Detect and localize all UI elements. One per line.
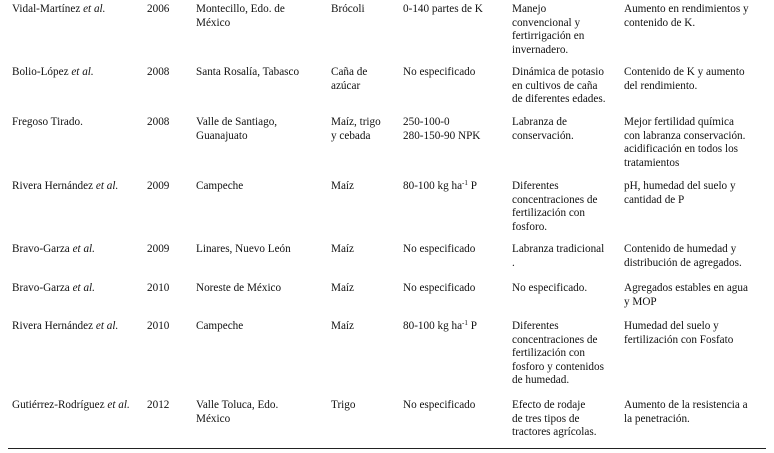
treatment-line: conservación. (512, 129, 574, 142)
crop-cell (331, 180, 397, 194)
author-cell (12, 399, 146, 413)
treatment-line: de tres tipos de (512, 412, 580, 425)
treatment-line: en cultivos de caña (512, 79, 598, 92)
dose-cell (403, 116, 507, 143)
crop-cell (331, 116, 397, 143)
treatment-line: de humedad. (512, 374, 570, 386)
dose-cell (403, 243, 507, 257)
result-line: del rendimiento. (624, 79, 698, 92)
treatment-line: convencional y (512, 16, 581, 29)
place-line: Guanajuato (196, 129, 248, 142)
place-line: Montecillo, Edo. de (196, 3, 285, 15)
treatment-line: fertilización con (512, 347, 585, 359)
place-line: México (196, 412, 231, 425)
dose-cell (403, 3, 507, 17)
et-al: et al. (71, 66, 94, 78)
place-cell (196, 282, 324, 296)
crop-line: Brócoli (331, 3, 365, 15)
result-cell (624, 243, 774, 270)
result-cell (624, 66, 774, 93)
dose-line: 250-100-0 (403, 116, 450, 128)
crop-line: y cebada (331, 129, 371, 142)
result-line: tratamientos (624, 156, 680, 169)
place-line: Santa Rosalía, Tabasco (196, 66, 300, 78)
crop-cell (331, 282, 397, 296)
treatment-line: de diferentes edades. (512, 93, 606, 105)
dose-exponent: -1 (462, 179, 468, 187)
place-line: Campeche (196, 180, 244, 192)
author-name: Fregoso Tirado. (12, 116, 83, 128)
treatment-line: tractores agrícolas. (512, 426, 597, 438)
treatment-cell (512, 116, 616, 143)
result-line: Aumento de la resistencia a (624, 399, 748, 411)
result-line: distribución de agregados. (624, 256, 742, 269)
crop-cell (331, 243, 397, 257)
author-cell (12, 282, 146, 296)
year-cell: 2006 (147, 3, 170, 15)
table-bottom-rule (8, 448, 766, 449)
treatment-line: fertirrigación en (512, 30, 585, 42)
treatment-line: . (512, 256, 515, 269)
author-cell (12, 66, 146, 80)
treatment-line: Diferentes (512, 180, 559, 192)
result-cell (624, 320, 774, 347)
et-al: et al. (72, 282, 95, 294)
crop-line: Maíz (331, 282, 354, 294)
result-line: fertilización con Fosfato (624, 333, 734, 346)
author-name: Vidal-Martínez (12, 3, 81, 15)
result-line: Agregados estables en agua (624, 282, 748, 294)
result-cell (624, 3, 774, 30)
treatment-line: fosforo. (512, 220, 548, 233)
author-name: Gutiérrez-Rodríguez (12, 399, 105, 411)
dose-line: No especificado (403, 399, 476, 411)
crop-line: Trigo (331, 399, 356, 411)
year-cell: 2009 (147, 180, 170, 192)
dose-unit: P (467, 180, 477, 192)
author-name: Bolio-López (12, 66, 69, 78)
et-al: et al. (95, 320, 119, 332)
place-cell (196, 3, 324, 30)
dose-exponent: -1 (462, 319, 468, 327)
dose-line: No especificado (403, 66, 476, 78)
dose-main: 80-100 kg ha (403, 320, 463, 332)
dose-line: No especificado (403, 282, 476, 294)
crop-line: Maíz (331, 320, 354, 332)
treatment-line: Manejo (512, 3, 547, 15)
et-al: et al. (95, 180, 119, 192)
treatment-line: No especificado. (512, 282, 588, 294)
author-cell (12, 116, 146, 130)
result-line: Humedad del suelo y (624, 320, 719, 332)
author-name: Bravo-Garza (12, 282, 70, 294)
crop-cell (331, 399, 397, 413)
result-line: Contenido de humedad y (624, 243, 737, 255)
result-cell (624, 116, 774, 170)
treatment-line: concentraciones de (512, 333, 598, 346)
result-line: pH, humedad del suelo y (624, 180, 736, 192)
year-cell: 2012 (147, 399, 170, 411)
author-cell (12, 243, 146, 257)
treatment-line: Dinámica de potasio (512, 66, 604, 78)
dose-line (403, 320, 507, 334)
place-line: Noreste de México (196, 282, 282, 294)
treatment-cell (512, 243, 616, 270)
treatment-line: Diferentes (512, 320, 559, 332)
place-cell (196, 116, 324, 143)
result-line: Mejor fertilidad química (624, 116, 734, 128)
place-cell (196, 180, 324, 194)
crop-line: Maíz (331, 243, 354, 255)
result-line: cantidad de P (624, 193, 685, 206)
crop-line: Maíz (331, 180, 354, 192)
place-cell (196, 320, 324, 334)
dose-unit: P (467, 320, 477, 332)
year-cell: 2010 (147, 282, 170, 294)
dose-cell (403, 66, 507, 80)
crop-line: Maíz, trigo (331, 116, 381, 128)
author-name: Bravo-Garza (12, 243, 70, 255)
dose-line (403, 180, 507, 194)
et-al: et al. (72, 243, 95, 255)
treatment-cell (512, 320, 616, 388)
place-line: Linares, Nuevo León (196, 243, 291, 255)
crop-line: Caña de (331, 66, 368, 78)
treatment-line: concentraciones de (512, 193, 598, 206)
result-line: con labranza conservación. (624, 129, 746, 142)
crop-line: azúcar (331, 79, 361, 92)
result-line: acidificación en todos los (624, 143, 739, 155)
et-al: et al. (107, 399, 130, 411)
dose-line: 280-150-90 NPK (403, 129, 481, 142)
treatment-line: Labranza tradicional (512, 243, 605, 255)
treatment-line: fosforo y contenidos (512, 360, 604, 373)
result-line: Aumento en rendimientos y (624, 3, 749, 15)
year-cell: 2008 (147, 116, 170, 128)
place-cell (196, 243, 324, 257)
author-cell (12, 180, 146, 194)
treatment-line: Labranza de (512, 116, 567, 128)
place-line: Valle de Santiago, (196, 116, 278, 128)
treatment-line: invernadero. (512, 43, 569, 56)
crop-cell (331, 66, 397, 93)
place-line: Campeche (196, 320, 244, 332)
treatment-cell (512, 3, 616, 57)
dose-line: No especificado (403, 243, 476, 255)
crop-cell (331, 320, 397, 334)
author-name: Rivera Hernández (12, 320, 94, 332)
dose-cell (403, 282, 507, 296)
treatment-line: Efecto de rodaje (512, 399, 586, 411)
place-cell (196, 399, 324, 426)
year-cell: 2009 (147, 243, 170, 255)
result-line: contenido de K. (624, 16, 696, 29)
result-cell (624, 399, 774, 426)
treatment-cell (512, 66, 616, 107)
year-cell: 2008 (147, 66, 170, 78)
result-cell (624, 180, 774, 207)
dose-cell (403, 320, 507, 334)
et-al: et al. (83, 3, 106, 15)
place-line: México (196, 16, 231, 29)
treatment-cell (512, 180, 616, 234)
dose-main: 80-100 kg ha (403, 180, 463, 192)
dose-cell (403, 180, 507, 194)
treatment-cell (512, 399, 616, 440)
dose-cell (403, 399, 507, 413)
treatment-line: fertilización con (512, 207, 585, 219)
dose-line: 0-140 partes de K (403, 3, 483, 15)
result-line: y MOP (624, 295, 657, 308)
treatment-cell (512, 282, 616, 296)
place-line: Valle Toluca, Edo. (196, 399, 279, 411)
author-cell (12, 3, 146, 17)
year-cell: 2010 (147, 320, 170, 332)
author-cell (12, 320, 146, 334)
result-cell (624, 282, 774, 309)
result-line: Contenido de K y aumento (624, 66, 745, 78)
result-line: la penetración. (624, 412, 690, 425)
author-name: Rivera Hernández (12, 180, 94, 192)
crop-cell (331, 3, 397, 17)
place-cell (196, 66, 324, 80)
